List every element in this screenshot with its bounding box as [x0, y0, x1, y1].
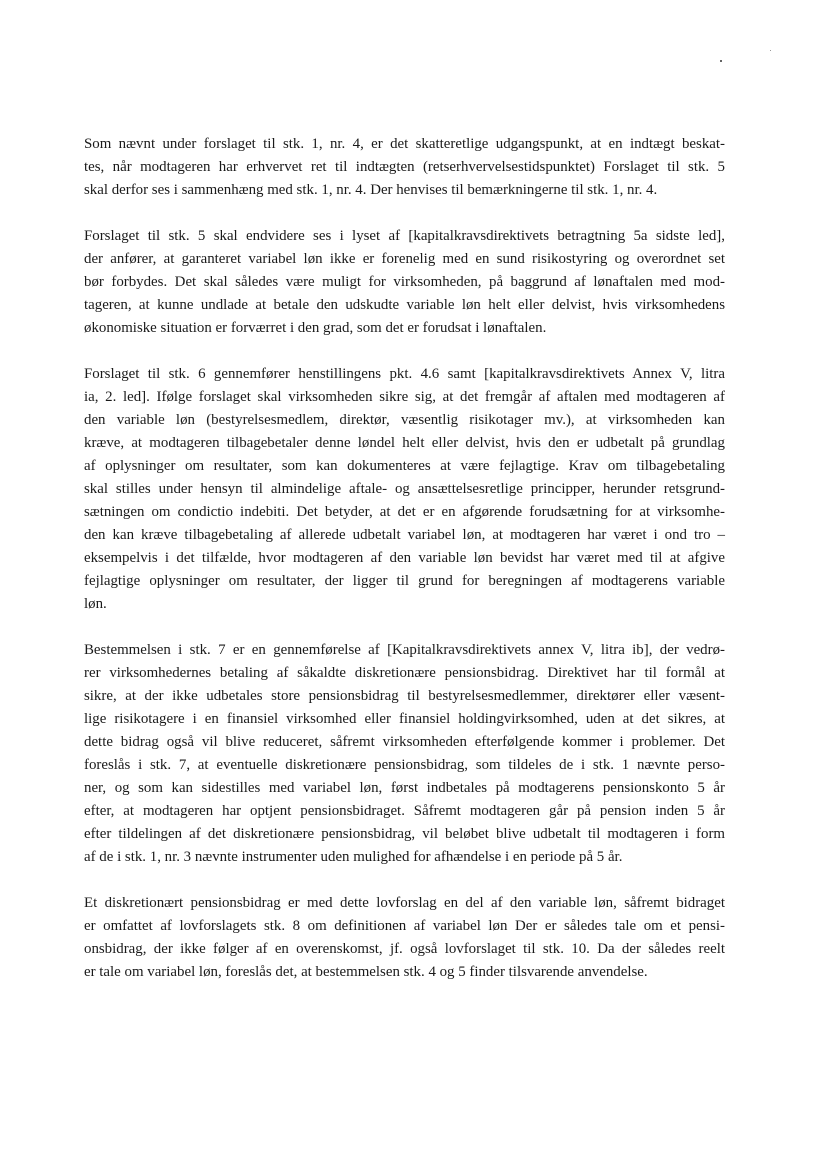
text-line: tes, når modtageren har erhvervet ret til indtægten (retserhvervelsestidspunktet) Forslaget til stk. 5: [84, 159, 725, 175]
text-line: efter, at modtageren har optjent pensionsbidraget. Såfremt modtageren går på pension inden 5 år: [84, 803, 725, 819]
text-line: foreslås i stk. 7, at eventuelle diskretionære pensionsbidrag, som tildeles de i stk. 1 nævnte perso-: [84, 757, 725, 773]
text-line: tageren, at kunne undlade at betale den udskudte variable løn helt eller delvist, hvis virksomhedens: [84, 297, 725, 313]
text-line: Forslaget til stk. 5 skal endvidere ses i lyset af [kapitalkravsdirektivets betragtning 5a sidste led],: [84, 228, 725, 244]
text-line: den kan kræve tilbagebetaling af allerede udbetalt variabel løn, at modtageren har været i ond tro –: [84, 527, 725, 543]
text-line: løn.: [84, 596, 107, 612]
text-line: Som nævnt under forslaget til stk. 1, nr. 4, er det skatteretlige udgangspunkt, at en indtægt beskat-: [84, 136, 725, 152]
text-line: efter tildelingen af det diskretionære pensionsbidrag, vil beløbet blive udbetalt til modtageren i form: [84, 826, 725, 842]
text-line: af oplysninger om resultater, som kan dokumenteres at være fejlagtige. Krav om tilbagebetaling: [84, 458, 725, 474]
text-line: skal derfor ses i sammenhæng med stk. 1, nr. 4. Der henvises til bemærkningerne til stk. 1, nr. 4.: [84, 182, 658, 198]
text-line: bør forbydes. Det skal således være muligt for virksomheden, på baggrund af lønaftalen med mod-: [84, 274, 725, 290]
paragraph: [84, 225, 725, 340]
text-line: fejlagtige oplysninger om resultater, der ligger til grund for beregningen af modtagerens variable: [84, 573, 725, 589]
paragraph: [84, 892, 725, 984]
text-line: er omfattet af lovforslagets stk. 8 om definitionen af variabel løn Der er således tale om et pensi-: [84, 918, 725, 934]
text-line: af de i stk. 1, nr. 3 nævnte instrumenter uden mulighed for afhændelse i en periode på 5 år.: [84, 849, 623, 865]
text-line: er tale om variabel løn, foreslås det, at bestemmelsen stk. 4 og 5 finder tilsvarende anvendelse.: [84, 964, 648, 980]
text-line: sikre, at der ikke udbetales store pensionsbidrag til bestyrelsesmedlemmer, direktører eller væsent-: [84, 688, 725, 704]
text-line: kræve, at modtageren tilbagebetaler denne løndel helt eller delvist, hvis den er udbetalt på grundlag: [84, 435, 725, 451]
text-line: ia, 2. led]. Ifølge forslaget skal virksomheden sikre sig, at det fremgår af aftalen med modtageren af: [84, 389, 725, 405]
text-line: rer virksomhedernes betaling af såkaldte diskretionære pensionsbidrag. Direktivet har til formål at: [84, 665, 725, 681]
text-line: lige risikotagere i en finansiel virksomhed eller finansiel holdingvirksomhed, uden at det sikres, at: [84, 711, 725, 727]
scan-speck: [770, 50, 771, 51]
text-line: dette bidrag også vil blive reduceret, såfremt virksomheden efterfølgende kommer i problemer. Det: [84, 734, 725, 750]
text-line: sætningen om condictio indebiti. Det betyder, at det er en afgørende forudsætning for at virksomhe-: [84, 504, 725, 520]
document-body: [84, 133, 725, 1007]
paragraph: [84, 639, 725, 869]
text-line: eksempelvis i det tilfælde, hvor modtageren af den variable løn bevidst har været med til at afgive: [84, 550, 725, 566]
scan-speck: [720, 60, 722, 62]
paragraph: [84, 363, 725, 616]
text-line: ner, og som kan sidestilles med variabel løn, først indbetales på modtagerens pensionskonto 5 år: [84, 780, 725, 796]
text-line: skal stilles under hensyn til almindelige aftale- og ansættelsesretlige principper, herunder retsgrund-: [84, 481, 725, 497]
text-line: Forslaget til stk. 6 gennemfører henstillingens pkt. 4.6 samt [kapitalkravsdirektivets Annex V, litra: [84, 366, 725, 382]
text-line: Et diskretionært pensionsbidrag er med dette lovforslag en del af den variable løn, såfremt bidraget: [84, 895, 725, 911]
text-line: økonomiske situation er forværret i den grad, som det er forudsat i lønaftalen.: [84, 320, 547, 336]
paragraph: [84, 133, 725, 202]
text-line: der anfører, at garanteret variabel løn ikke er forenelig med en sund risikostyring og overordnet set: [84, 251, 725, 267]
text-line: onsbidrag, der ikke følger af en overenskomst, jf. også lovforslaget til stk. 10. Da der således reelt: [84, 941, 725, 957]
text-line: den variable løn (bestyrelsesmedlem, direktør, væsentlig risikotager mv.), at virksomheden kan: [84, 412, 725, 428]
text-line: Bestemmelsen i stk. 7 er en gennemførelse af [Kapitalkravsdirektivets annex V, litra ib], der vedrø-: [84, 642, 725, 658]
